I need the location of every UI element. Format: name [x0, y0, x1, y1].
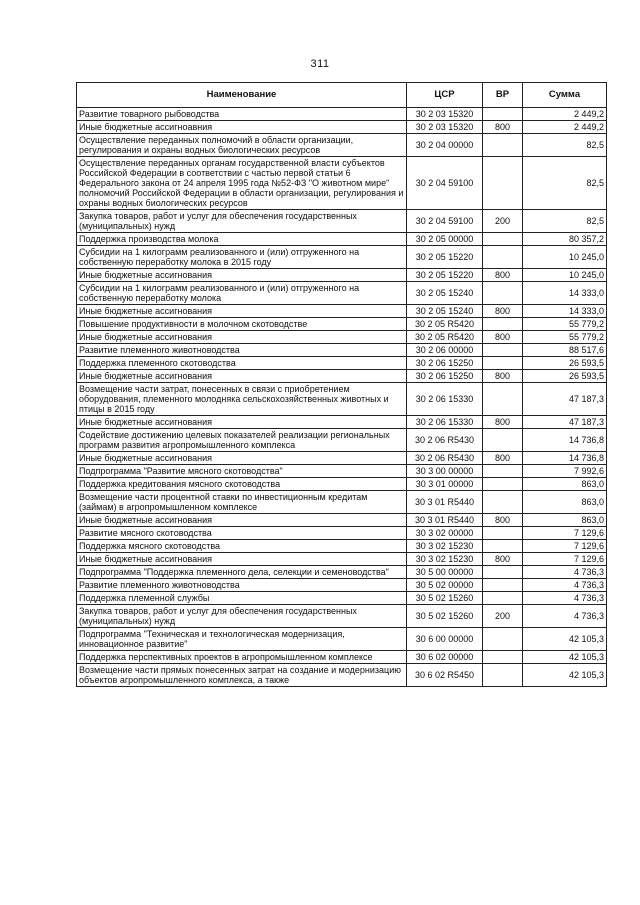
- name-cell: Иные бюджетные ассигнования: [77, 514, 407, 527]
- csr-cell: 30 2 06 15330: [407, 416, 483, 429]
- table-body: [77, 108, 607, 687]
- table-row: [77, 305, 607, 318]
- sum-cell: 14 736,8: [523, 429, 607, 452]
- name-cell: Подпрограмма "Поддержка племенного дела, селекции и семеноводства": [77, 566, 407, 579]
- table-row: [77, 452, 607, 465]
- table-row: [77, 478, 607, 491]
- column-header-name: Наименование: [77, 83, 407, 108]
- table-row: [77, 370, 607, 383]
- name-cell: Иные бюджетные ассигнования: [77, 553, 407, 566]
- sum-cell: 42 105,3: [523, 628, 607, 651]
- vr-cell: [483, 344, 523, 357]
- vr-cell: 800: [483, 121, 523, 134]
- csr-cell: 30 6 00 00000: [407, 628, 483, 651]
- vr-cell: [483, 540, 523, 553]
- vr-cell: 800: [483, 416, 523, 429]
- sum-cell: 7 992,6: [523, 465, 607, 478]
- sum-cell: 7 129,6: [523, 527, 607, 540]
- name-cell: Возмещение части прямых понесенных затрат на создание и модернизацию объектов агропромышленного комплекса, а также: [77, 664, 407, 687]
- vr-cell: [483, 233, 523, 246]
- table-row: [77, 344, 607, 357]
- csr-cell: 30 5 00 00000: [407, 566, 483, 579]
- csr-cell: 30 2 05 15220: [407, 269, 483, 282]
- sum-cell: 10 245,0: [523, 246, 607, 269]
- vr-cell: [483, 157, 523, 210]
- csr-cell: 30 2 06 15330: [407, 383, 483, 416]
- name-cell: Развитие товарного рыбоводства: [77, 108, 407, 121]
- name-cell: Осуществление переданных полномочий в области организации, регулирования и охраны водных биологических ресурсов: [77, 134, 407, 157]
- vr-cell: [483, 465, 523, 478]
- sum-cell: 55 779,2: [523, 331, 607, 344]
- sum-cell: 47 187,3: [523, 383, 607, 416]
- table-header-row: [77, 83, 607, 108]
- sum-cell: 26 593,5: [523, 357, 607, 370]
- table-row: [77, 357, 607, 370]
- vr-cell: 800: [483, 514, 523, 527]
- csr-cell: 30 6 02 00000: [407, 651, 483, 664]
- sum-cell: 14 736,8: [523, 452, 607, 465]
- csr-cell: 30 3 01 R5440: [407, 491, 483, 514]
- table-row: [77, 579, 607, 592]
- table-row: [77, 282, 607, 305]
- csr-cell: 30 5 02 15260: [407, 592, 483, 605]
- name-cell: Иные бюджетные ассигнования: [77, 452, 407, 465]
- name-cell: Поддержка кредитования мясного скотоводства: [77, 478, 407, 491]
- vr-cell: [483, 491, 523, 514]
- sum-cell: 863,0: [523, 514, 607, 527]
- name-cell: Закупка товаров, работ и услуг для обеспечения государственных (муниципальных) нужд: [77, 210, 407, 233]
- vr-cell: 800: [483, 305, 523, 318]
- vr-cell: [483, 527, 523, 540]
- vr-cell: [483, 357, 523, 370]
- name-cell: Закупка товаров, работ и услуг для обеспечения государственных (муниципальных) нужд: [77, 605, 407, 628]
- csr-cell: 30 3 01 00000: [407, 478, 483, 491]
- sum-cell: 863,0: [523, 491, 607, 514]
- table-row: [77, 134, 607, 157]
- sum-cell: 82,5: [523, 210, 607, 233]
- table-row: [77, 108, 607, 121]
- name-cell: Поддержка племенной службы: [77, 592, 407, 605]
- csr-cell: 30 3 02 15230: [407, 553, 483, 566]
- sum-cell: 4 736,3: [523, 579, 607, 592]
- table-row: [77, 514, 607, 527]
- sum-cell: 7 129,6: [523, 553, 607, 566]
- vr-cell: [483, 592, 523, 605]
- vr-cell: 800: [483, 370, 523, 383]
- name-cell: Иные бюджетные ассигноавния: [77, 121, 407, 134]
- sum-cell: 14 333,0: [523, 282, 607, 305]
- csr-cell: 30 2 03 15320: [407, 108, 483, 121]
- csr-cell: 30 2 04 59100: [407, 210, 483, 233]
- vr-cell: [483, 579, 523, 592]
- csr-cell: 30 2 06 00000: [407, 344, 483, 357]
- csr-cell: 30 2 03 15320: [407, 121, 483, 134]
- budget-table: [76, 82, 607, 687]
- name-cell: Развитие племенного животноводства: [77, 579, 407, 592]
- table-row: [77, 592, 607, 605]
- sum-cell: 4 736,3: [523, 592, 607, 605]
- csr-cell: 30 3 02 15230: [407, 540, 483, 553]
- sum-cell: 47 187,3: [523, 416, 607, 429]
- csr-cell: 30 5 02 15260: [407, 605, 483, 628]
- table-row: [77, 246, 607, 269]
- name-cell: Развитие племенного животноводства: [77, 344, 407, 357]
- name-cell: Поддержка производства молока: [77, 233, 407, 246]
- sum-cell: 14 333,0: [523, 305, 607, 318]
- table-row: [77, 233, 607, 246]
- table-row: [77, 121, 607, 134]
- table-row: [77, 210, 607, 233]
- name-cell: Поддержка племенного скотоводства: [77, 357, 407, 370]
- csr-cell: 30 2 05 R5420: [407, 331, 483, 344]
- vr-cell: [483, 246, 523, 269]
- name-cell: Иные бюджетные ассигнования: [77, 331, 407, 344]
- vr-cell: 800: [483, 331, 523, 344]
- name-cell: Субсидии на 1 килограмм реализованного и (или) отгруженного на собственную переработку молока в 2015 году: [77, 246, 407, 269]
- table-row: [77, 269, 607, 282]
- table-row: [77, 553, 607, 566]
- name-cell: Осуществление переданных органам государственной власти субъектов Российской Федерации в соответствии с частью первой статьи 6 Федерального закона от 24 апреля 1995 года №52-ФЗ "О животном мире" полномочий Российской Федерации в области организации, регулирования и охраны водных биологических ресурсов: [77, 157, 407, 210]
- table-row: [77, 540, 607, 553]
- sum-cell: 55 779,2: [523, 318, 607, 331]
- vr-cell: 800: [483, 269, 523, 282]
- column-header-vr: ВР: [483, 83, 523, 108]
- vr-cell: [483, 318, 523, 331]
- sum-cell: 863,0: [523, 478, 607, 491]
- table-row: [77, 491, 607, 514]
- vr-cell: 800: [483, 553, 523, 566]
- name-cell: Субсидии на 1 килограмм реализованного и (или) отгруженного на собственную переработку молока: [77, 282, 407, 305]
- vr-cell: [483, 108, 523, 121]
- table-row: [77, 527, 607, 540]
- sum-cell: 4 736,3: [523, 605, 607, 628]
- vr-cell: [483, 134, 523, 157]
- table-row: [77, 465, 607, 478]
- csr-cell: 30 2 06 R5430: [407, 452, 483, 465]
- csr-cell: 30 2 04 00000: [407, 134, 483, 157]
- name-cell: Иные бюджетные ассигнования: [77, 370, 407, 383]
- sum-cell: 42 105,3: [523, 651, 607, 664]
- table-row: [77, 157, 607, 210]
- name-cell: Подпрограмма "Техническая и технологическая модернизация, инновационное развитие": [77, 628, 407, 651]
- name-cell: Содействие достижению целевых показателей реализации региональных программ развития агропромышленного комплекса: [77, 429, 407, 452]
- name-cell: Иные бюджетные ассигнования: [77, 269, 407, 282]
- csr-cell: 30 3 01 R5440: [407, 514, 483, 527]
- table-row: [77, 318, 607, 331]
- column-header-csr: ЦСР: [407, 83, 483, 108]
- table-row: [77, 651, 607, 664]
- csr-cell: 30 2 04 59100: [407, 157, 483, 210]
- vr-cell: [483, 383, 523, 416]
- csr-cell: 30 2 05 R5420: [407, 318, 483, 331]
- sum-cell: 82,5: [523, 157, 607, 210]
- sum-cell: 88 517,6: [523, 344, 607, 357]
- name-cell: Развитие мясного скотоводства: [77, 527, 407, 540]
- csr-cell: 30 2 05 00000: [407, 233, 483, 246]
- table-row: [77, 628, 607, 651]
- name-cell: Поддержка мясного скотоводства: [77, 540, 407, 553]
- name-cell: Повышение продуктивности в молочном скотоводстве: [77, 318, 407, 331]
- table-row: [77, 566, 607, 579]
- sum-cell: 26 593,5: [523, 370, 607, 383]
- csr-cell: 30 6 02 R5450: [407, 664, 483, 687]
- name-cell: Возмещение части затрат, понесенных в связи с приобретением оборудования, племенного молодняка сельскохозяйственных животных и птицы в 2015 году: [77, 383, 407, 416]
- sum-cell: 4 736,3: [523, 566, 607, 579]
- sum-cell: 80 357,2: [523, 233, 607, 246]
- table-row: [77, 664, 607, 687]
- vr-cell: 200: [483, 210, 523, 233]
- sum-cell: 7 129,6: [523, 540, 607, 553]
- csr-cell: 30 2 06 R5430: [407, 429, 483, 452]
- name-cell: Иные бюджетные ассигнования: [77, 305, 407, 318]
- sum-cell: 2 449,2: [523, 121, 607, 134]
- sum-cell: 2 449,2: [523, 108, 607, 121]
- vr-cell: [483, 664, 523, 687]
- csr-cell: 30 3 00 00000: [407, 465, 483, 478]
- page-number: 311: [310, 58, 330, 70]
- column-header-sum: Сумма: [523, 83, 607, 108]
- table-row: [77, 383, 607, 416]
- vr-cell: 200: [483, 605, 523, 628]
- name-cell: Иные бюджетные ассигнования: [77, 416, 407, 429]
- csr-cell: 30 3 02 00000: [407, 527, 483, 540]
- csr-cell: 30 2 05 15240: [407, 282, 483, 305]
- table-row: [77, 331, 607, 344]
- csr-cell: 30 2 05 15220: [407, 246, 483, 269]
- vr-cell: 800: [483, 452, 523, 465]
- vr-cell: [483, 628, 523, 651]
- sum-cell: 42 105,3: [523, 664, 607, 687]
- vr-cell: [483, 478, 523, 491]
- csr-cell: 30 2 05 15240: [407, 305, 483, 318]
- vr-cell: [483, 566, 523, 579]
- table-row: [77, 416, 607, 429]
- csr-cell: 30 2 06 15250: [407, 357, 483, 370]
- vr-cell: [483, 282, 523, 305]
- csr-cell: 30 2 06 15250: [407, 370, 483, 383]
- name-cell: Возмещение части процентной ставки по инвестиционным кредитам (займам) в агропромышленном комплексе: [77, 491, 407, 514]
- vr-cell: [483, 429, 523, 452]
- sum-cell: 10 245,0: [523, 269, 607, 282]
- sum-cell: 82,5: [523, 134, 607, 157]
- table-row: [77, 605, 607, 628]
- vr-cell: [483, 651, 523, 664]
- table-row: [77, 429, 607, 452]
- name-cell: Поддержка перспективных проектов в агропромышленном комплексе: [77, 651, 407, 664]
- csr-cell: 30 5 02 00000: [407, 579, 483, 592]
- name-cell: Подпрограмма "Развитие мясного скотоводства": [77, 465, 407, 478]
